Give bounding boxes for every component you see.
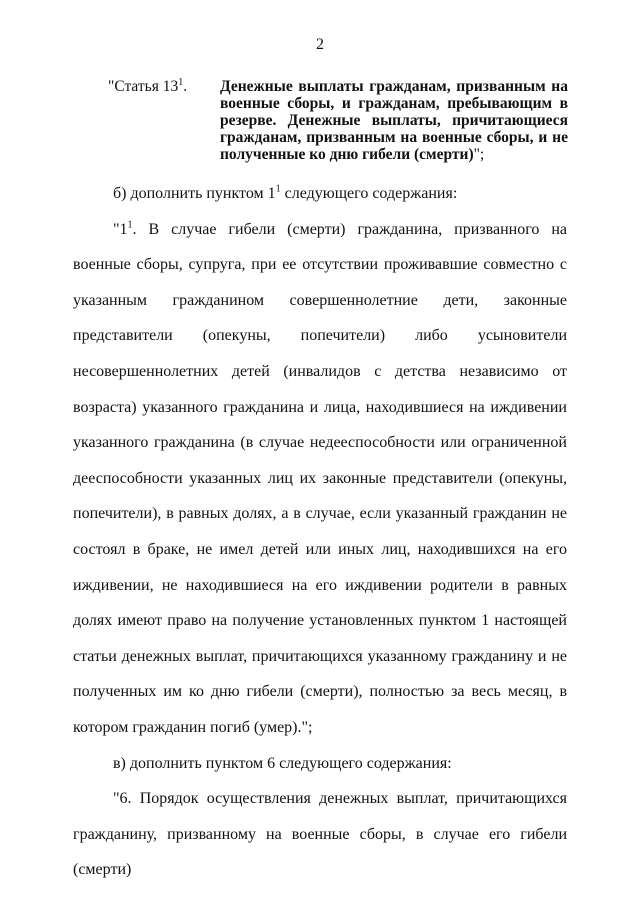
paragraph-point-1-1 [73, 212, 567, 746]
paragraph-v-text: в) дополнить пунктом 6 следующего содержания: [113, 754, 452, 772]
paragraph-b-text-end: следующего содержания: [280, 185, 458, 202]
article-label-text: "Статья 13 [108, 78, 179, 95]
article-label-end: . [183, 78, 188, 95]
article-label [108, 78, 220, 163]
paragraph-point-1-1-text: . В случае гибели (смерти) гражданина, призванного на военные сборы, супруга, при ее отсутствии проживавшие совместно с указанным гражданином совершеннолетние дети, законные представители (опекуны, попечители) либо усыновители несовершеннолетних детей (инвалидов с детства независимо от возраста) указанного гражданина и лица, находившиеся на иждивении указанного гражданина (в случае недееспособности или ограниченной дееспособности указанных лиц их законные представители (опекуны, попечители), в равных долях, а в случае, если указанный гражданин не состоял в браке, не имел детей или иных лиц, находившихся на его иждивении, не находившиеся на его иждивении родители в равных долях имеют право на получение установленных пунктом 1 настоящей статьи денежных выплат, причитающихся указанному гражданину и не полученных им ко дню гибели (смерти), полностью за весь месяц, в котором гражданин погиб (умер)."; [73, 220, 567, 736]
paragraph-point-1-1-superscript: 1 [127, 219, 133, 231]
paragraph-point-1-1-number: "1 [113, 220, 128, 238]
paragraph-b [73, 176, 567, 212]
article-title-text: Денежные выплаты гражданам, призванным на военные сборы, и гражданам, пребывающим в резерве. Денежные выплаты, причитающиеся гражданам, призванным на военные сборы, и не полученные ко дню гибели (смерти) [220, 78, 568, 163]
paragraph-v [73, 746, 567, 782]
article-heading [108, 78, 568, 163]
paragraph-b-superscript: 1 [275, 183, 281, 195]
page-number: 2 [316, 36, 324, 53]
article-title-tail: "; [473, 146, 485, 163]
article-title [220, 78, 568, 163]
document-body [73, 176, 567, 888]
paragraph-point-6 [73, 781, 567, 888]
paragraph-point-6-text: "6. Порядок осуществления денежных выплат, причитающихся гражданину, призванному на военные сборы, в случае его гибели (смерти) [73, 790, 567, 879]
article-label-superscript: 1 [178, 76, 184, 88]
paragraph-b-text: б) дополнить пунктом 1 [113, 185, 276, 202]
